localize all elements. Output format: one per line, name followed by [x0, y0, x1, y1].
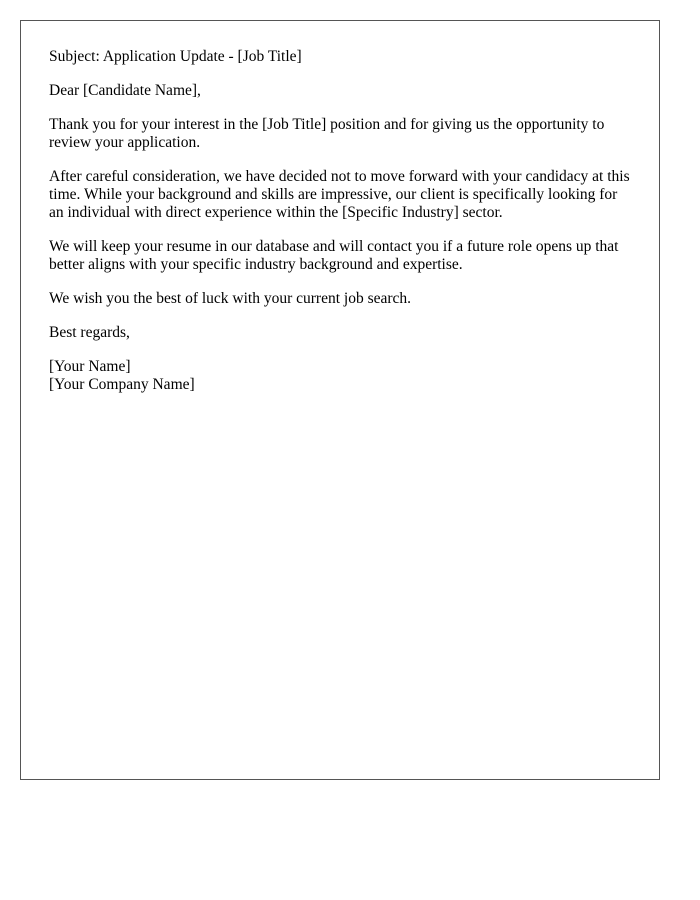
paragraph-decision: After careful consideration, we have decided not to move forward with your candidacy at this time. While your background and skills are impressive, our client is specifically looking for an individual with direct experience within the [Specific Industry] sector. — [49, 168, 630, 221]
paragraph-wishes: We wish you the best of luck with your current job search. — [49, 290, 412, 307]
greeting: Dear [Candidate Name], — [49, 82, 201, 99]
letter-page — [20, 20, 660, 780]
closing: Best regards, — [49, 324, 130, 341]
signature-block — [49, 358, 631, 394]
subject-line: Subject: Application Update - [Job Title] — [49, 48, 302, 65]
signature-company: [Your Company Name] — [49, 376, 195, 393]
signature-name: [Your Name] — [49, 358, 131, 375]
paragraph-future: We will keep your resume in our database and will contact you if a future role opens up that better aligns with your specific industry background and expertise. — [49, 238, 619, 273]
paragraph-thanks: Thank you for your interest in the [Job Title] position and for giving us the opportunity to review your application. — [49, 116, 605, 151]
